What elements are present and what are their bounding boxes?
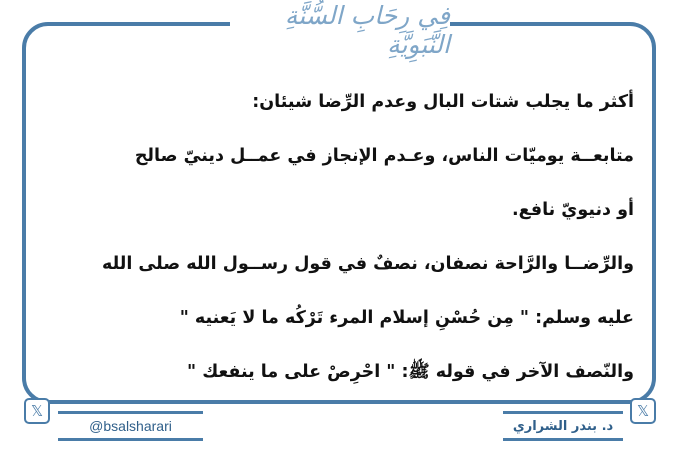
text-line-6: والنّصف الآخر في قوله ﷺ: " احْرِصْ على ما ينفعك " <box>186 362 634 382</box>
text-line-4: والرِّضــا والرَّاحة نصفان، نصفٌ في قول رســول الله صلى الله <box>102 254 634 274</box>
author-handle[interactable]: @bsalsharari <box>58 411 203 441</box>
text-line-5: عليه وسلم: " مِن حُسْنِ إسلام المرء تَرْكُه ما لا يَعنيه " <box>179 308 634 328</box>
x-icon[interactable]: 𝕏 <box>630 398 656 424</box>
footer <box>58 407 623 445</box>
text-line-2: متابعــة يوميّات الناس، وعـدم الإنجاز في عمــل دينيّ صالح <box>134 146 634 166</box>
page-title: فِي رِحَابِ السُّنَّةِ النَّبَوِيَّةِ <box>230 2 450 58</box>
x-icon[interactable]: 𝕏 <box>24 398 50 424</box>
quote-body <box>52 82 634 406</box>
text-line-3: أو دنيويّ نافع. <box>512 200 634 220</box>
author-signature: د. بندر الشراري <box>503 411 623 441</box>
text-line-1: أكثر ما يجلب شتات البال وعدم الرِّضا شيئان: <box>252 92 634 112</box>
